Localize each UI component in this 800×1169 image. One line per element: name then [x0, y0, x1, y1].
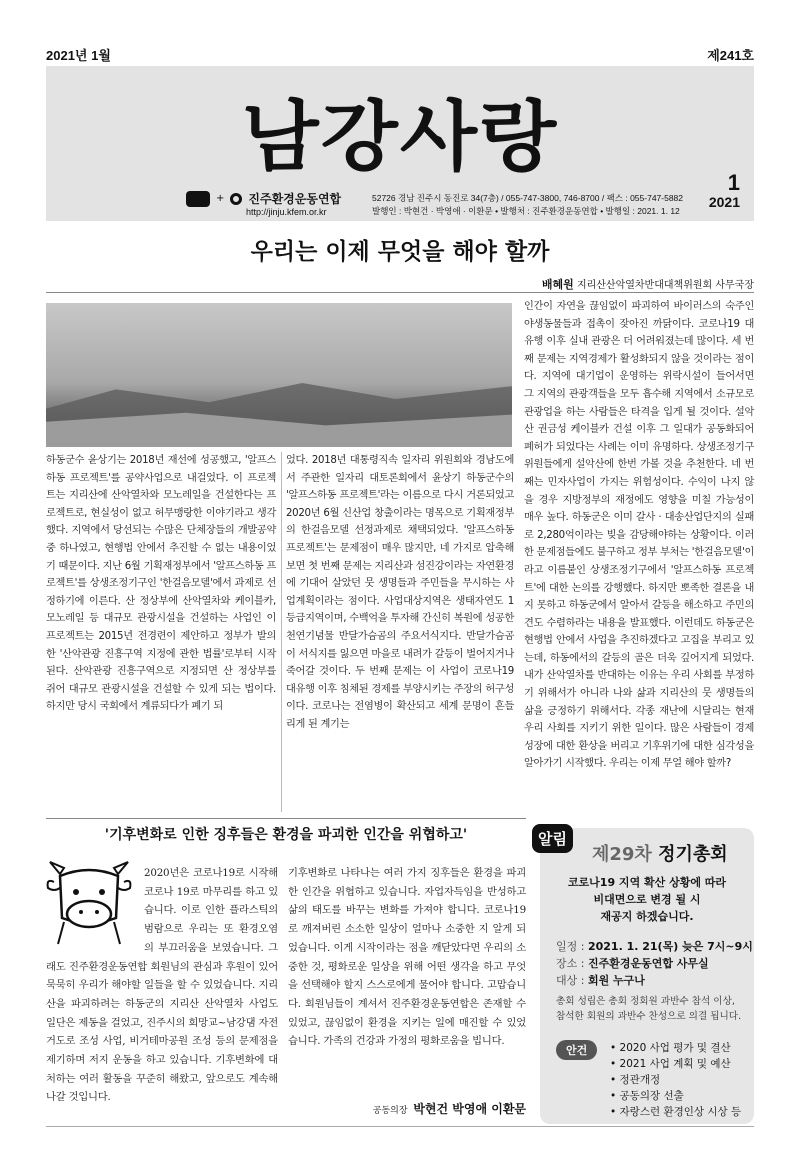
- top-bar: [46, 44, 754, 64]
- circle-icon: [230, 193, 242, 205]
- notice-row: [556, 972, 753, 989]
- notice-details: [556, 938, 753, 989]
- info-line-2: 발행인 : 박현건 · 박영애 · 이환문 • 발행처 : 진주환경운동연합 • 발행일 : 2021. 1. 12: [372, 206, 680, 216]
- row-key: 장소 :: [556, 957, 585, 970]
- footer-rule: [46, 1126, 754, 1127]
- row-value: 진주환경운동연합 사무실: [587, 957, 709, 970]
- notice-title-text: 정기총회: [658, 844, 728, 865]
- notice-row: [556, 938, 753, 955]
- agenda-item: • 공동의장 선출: [610, 1088, 741, 1104]
- paragraph: 2020년은 코로나19로 시작해 코로나 19로 마무리를 하고 있습니다. 이로 인한 플라스틱의 범람으로 우리는 또 환경오염의 부끄러움을 보였습니다. 그래도 진주환경운동연합 회원님의 관심과 후원이 있어 묵묵히 우리가 해야할 일들을 할 수 있었습니다. 지리산을 파괴하려는 하동군의 지리산 산악열차 사업도 일단은 제동을 걸었고, 진주시의 희망교~남강댐 자전거도로 조성 사업, 비거테마공원 조성 등의 문제점을 제기하며 저지 운동을 하고 있습니다. 기후변화에 대처하는 여러 활동을 꾸준히 해왔고, 앞으로도 계속해 나갈 것입니다.: [46, 867, 278, 1104]
- notice-main: [540, 874, 754, 925]
- agenda-item: • 정관개정: [610, 1072, 741, 1088]
- issue-number: 제241호: [707, 48, 754, 63]
- article-photo: [46, 303, 512, 447]
- org-emblem-icon: [186, 191, 210, 207]
- notice-title-num: 제29차: [592, 844, 652, 865]
- column-divider: [281, 452, 282, 812]
- agenda-item: • 자랑스런 환경인상 시상 등: [610, 1104, 741, 1120]
- notice-line: 코로나19 지역 확산 상황에 따라: [567, 876, 727, 889]
- article-column-1: [46, 452, 276, 716]
- paragraph: 었다. 2018년 대통령직속 일자리 위원회와 경남도에서 주관한 일자리 대토론회에서 윤상기 하동군수의 '알프스하동 프로젝트'라는 이름으로 다시 거론되었고 2020년 6월 신산업 창출이라는 명목으로 기획재정부의 한걸음모델 선정과제로 채택되었다. '알프스하동 프로젝트'는 문제점이 매우 많지만, 네 가지로 압축해보면 첫 번째 문제는 지리산과 섬진강이라는 자연환경에 기대어 살았던 뭇 생명들과 주민들을 무시하는 사업계획이라는 점이다. 사업대상지역은 생태자연도 1등급지역이며, 수백억을 투자해 간신히 복원에 성공한 천연기념물 반달가슴곰의 주요서식지다. 반달가슴곰이 서식지를 잃으면 마을로 내려가 갈등이 벌어지거나 죽어갈 것이다. 두 번째 문제는 이 사업이 코로나19 대유행 이후 침체된 경제를 부양시키는 주장의 허구성이다. 코로나는 전염병이 확산되고 세계 문명이 흔들리게 된 계기는: [286, 455, 514, 730]
- plus-icon: +: [216, 193, 225, 204]
- agenda-label: 안건: [556, 1040, 597, 1060]
- cow-space: [46, 864, 144, 940]
- notice-badge: 알림: [532, 824, 573, 853]
- article-headline: 우리는 이제 무엇을 해야 할까: [250, 239, 550, 265]
- agenda-item: • 2021 사업 계획 및 예산: [610, 1056, 741, 1072]
- byline: [542, 276, 754, 292]
- notice-box: [540, 828, 754, 1124]
- row-value: 2021. 1. 21(목) 늦은 7시~9시: [587, 940, 753, 953]
- agenda-list: [610, 1040, 741, 1120]
- row-key: 일정 :: [556, 940, 585, 953]
- paragraph: 기후변화로 나타나는 여러 가지 징후들은 환경을 파괴한 인간을 위협하고 있습니다. 자업자득임을 반성하고 삶의 태도를 바꾸는 변화를 가져야 합니다. 코로나19로 깨져버린 소소한 일상이 얼마나 소중한 지 알게 되었습니다. 이게 시작이라는 점을 깨닫았다면 우리의 소중한 것, 평화로운 일상을 위해 어떤 생각을 하고 무엇을 선택해야 할지 스스로에게 물어야 합니다. 고맙습니다. 회원님들이 계셔서 진주환경운동연합은 존재할 수 있었고, 끊임없이 환경을 지키는 일에 매진할 수 있었습니다. 가족의 건강과 가정의 평화로움을 빕니다.: [288, 867, 526, 1048]
- signature: [288, 1100, 526, 1117]
- row-value: 회원 누구나: [587, 974, 645, 987]
- masthead-issue-year: 2021: [708, 194, 740, 210]
- issue-date: 2021년 1월: [46, 48, 111, 63]
- notice-row: [556, 955, 753, 972]
- masthead: [46, 66, 754, 221]
- info-line-1: 52726 경남 진주시 동진로 34(7층) / 055-747-3800, 746-8700 / 팩스 : 055-747-5882: [372, 193, 684, 203]
- notice-line: 비대면으로 변경 될 시: [593, 893, 701, 906]
- author-name: 배혜원: [541, 278, 574, 291]
- publication-info: [372, 192, 683, 218]
- notice-title: [592, 840, 728, 866]
- paragraph: 인간이 자연을 끊임없이 파괴하여 바이러스의 숙주인 야생동물들과 접촉이 잦아진 까닭이다. 코로나19 대유행 이후 실내 관광은 더 어려워졌는데 많이다. 세 번째 문제는 지역경제가 활성화되지 않을 것이라는 점이다. 지역에 대기업이 운영하는 위락시설이 들어서면 그 지역의 관광객들을 모두 흡수해 지역에서 소규모로 관광업을 하는 사람들은 타격을 입게 될 것이다. 설악산 권금성 케이블카 건설 이후 그 일대가 공동화되어 폐허가 되었다는 사례는 이미 유명하다. 상생조정기구 위원들에게 설악산에 한번 가볼 것을 추천한다. 네 번째는 민자사업이 가지는 위험성이다. 수익이 나지 않을 경우 지방정부의 재정에도 영향을 미칠 가능성이 매우 높다. 하동군은 이미 갈사 · 대송산업단지의 실패로 2,280억이라는 빚을 감당해야하는 상황이다. 이러한 문제점들에도 불구하고 정부 부처는 '한걸음모델'이라고 이름붙인 상생조정기구에서 '알프스하동 프로젝트'에 대한 논의를 강행했다. 하지만 뽀족한 결론을 내지 못하고 하동군에서 알아서 갈등을 해소하고 주민의견도 수렴하라는 내용을 발표했다. 이런데도 하동군은 현행법 안에서 사업을 추진하겠다고 고집을 부리고 있는데, 하동에서의 갈등의 골은 더욱 깊어지게 되었다. 내가 산악열차를 반대하는 이유는 우리 사회를 부정하기 위해서가 아니라 나와 삶과 지리산의 뭇 생명들의 삶을 긍정하기 위해서다. 각종 재난에 시달리는 현재 우리 사회를 지키기 위한 일이다. 많은 사람들이 경제성장에 대한 환상을 버리고 기후위기에 대한 심각성을 알아가기 시작했다. 우리는 이제 무얼 해야 할까?: [524, 301, 754, 770]
- letter-column-2: [288, 864, 526, 1051]
- paragraph: 하동군수 윤상기는 2018년 재선에 성공했고, '알프스하동 프로젝트'를 공약사업으로 내걸었다. 이 프로젝트는 지리산에 산악열차와 모노레일을 건설한다는 프로젝트로, 현실성이 없고 허무맹랑한 이야기라고 생각했다. 지역에서 당선되는 수많은 단체장들의 개발공약 중 하나였고, 현행법 안에서 추진할 수 없는 내용이었기 때문이다. 지난 6월 기획재정부에서 '알프스하동 프로젝트'를 상생조정기구인 '한걸음모델'에서 과제로 선정하기에 이른다. 산 정상부에 산악열차와 케이블카, 모노레일 등 대규모 관광시설을 건설하는 사업인 이 프로젝트는 2015년 전경련이 제안하고 정부가 발의한 '산악관광 진흥구역 지정에 관한 법률'로부터 시작된다. 산악관광 진흥구역으로 지정되면 산 정상부를 쥐어 대규모 관광시설을 건설할 수 있게 되는 법이다. 하지만 당시 국회에서 계류되다가 폐기 되: [46, 455, 276, 713]
- article-column-2: [286, 452, 514, 734]
- author-role: 지리산산악열차반대대책위원회 사무국장: [576, 280, 754, 291]
- second-headline: '기후변화로 인한 징후들은 환경을 파괴한 인간을 위협하고': [104, 827, 468, 843]
- masthead-issue-num: 1: [727, 170, 740, 195]
- newsletter-logo: 남강사랑: [241, 92, 559, 181]
- notice-condition: 총회 성립은 총회 정회원 과반수 참석 이상, 참석한 회원의 과반수 찬성으로 의결 됩니다.: [556, 996, 742, 1022]
- notice-line: 재공지 하겠습니다.: [600, 910, 694, 923]
- row-key: 대상 :: [556, 974, 585, 987]
- divider: [46, 292, 754, 293]
- signature-label: 공동의장: [372, 1106, 408, 1116]
- article-column-3: [524, 298, 754, 773]
- signature-names: 박현건 박영애 이환문: [413, 1102, 526, 1116]
- letter-column-1: [46, 864, 278, 1107]
- org-name: 진주환경운동연합: [248, 192, 342, 206]
- org-logo: [186, 190, 341, 207]
- agenda-item: • 2020 사업 평가 및 결산: [610, 1040, 741, 1056]
- org-url[interactable]: http://jinju.kfem.or.kr: [246, 207, 327, 217]
